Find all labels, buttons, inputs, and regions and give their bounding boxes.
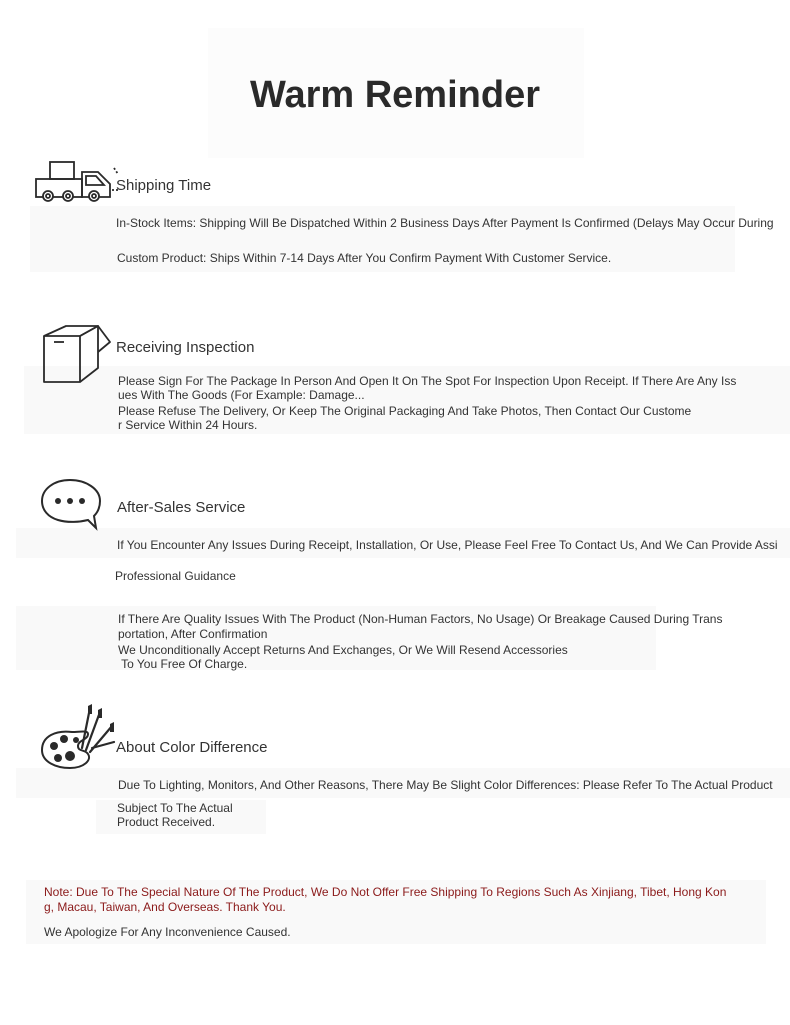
palette-icon: [38, 702, 118, 772]
truck-icon: [34, 160, 120, 206]
inspection-heading: Receiving Inspection: [116, 339, 255, 356]
page-title: Warm Reminder: [250, 74, 540, 116]
inspection-text-2: ues With The Goods (For Example: Damage...: [118, 388, 365, 402]
box-icon: [40, 322, 114, 388]
inspection-text-4: r Service Within 24 Hours.: [118, 418, 258, 432]
after-sales-text-3: If There Are Quality Issues With The Product (Non-Human Factors, No Usage) Or Breakage Caused During Trans: [118, 612, 723, 626]
color-text-1: Due To Lighting, Monitors, And Other Reasons, There May Be Slight Color Differences: Please Refer To The Actual Product: [118, 778, 773, 792]
inspection-text-3: Please Refuse The Delivery, Or Keep The Original Packaging And Take Photos, Then Contact Our Custome: [118, 404, 692, 418]
color-heading: About Color Difference: [116, 739, 268, 756]
after-sales-text-4: portation, After Confirmation: [118, 627, 268, 641]
color-text-3: Product Received.: [117, 815, 216, 829]
after-sales-text-5: We Unconditionally Accept Returns And Exchanges, Or We Will Resend Accessories: [118, 643, 568, 657]
shipping-note-1: Note: Due To The Special Nature Of The Product, We Do Not Offer Free Shipping To Regions Such As Xinjiang, Tibet, Hong Kon: [44, 885, 727, 899]
shipping-heading: Shipping Time: [116, 177, 212, 194]
after-sales-text-1: If You Encounter Any Issues During Receipt, Installation, Or Use, Please Feel Free To Contact Us, And We Can Provide Assi: [117, 538, 778, 552]
shipping-text-2: Custom Product: Ships Within 7-14 Days After You Confirm Payment With Customer Service.: [117, 251, 612, 265]
shipping-text-1: In-Stock Items: Shipping Will Be Dispatched Within 2 Business Days After Payment Is Confirmed (Delays May Occur During: [116, 216, 774, 230]
after-sales-text-2: Professional Guidance: [115, 569, 236, 583]
shipping-note-2: g, Macau, Taiwan, And Overseas. Thank You.: [44, 900, 286, 914]
after-sales-text-6: To You Free Of Charge.: [118, 657, 248, 671]
chat-bubble-icon: [38, 476, 104, 532]
inspection-text-1: Please Sign For The Package In Person And Open It On The Spot For Inspection Upon Receipt. If There Are Any Iss: [118, 374, 737, 388]
apology-text: We Apologize For Any Inconvenience Caused.: [44, 925, 291, 939]
color-text-2: Subject To The Actual: [117, 801, 233, 815]
after-sales-heading: After-Sales Service: [117, 499, 246, 516]
